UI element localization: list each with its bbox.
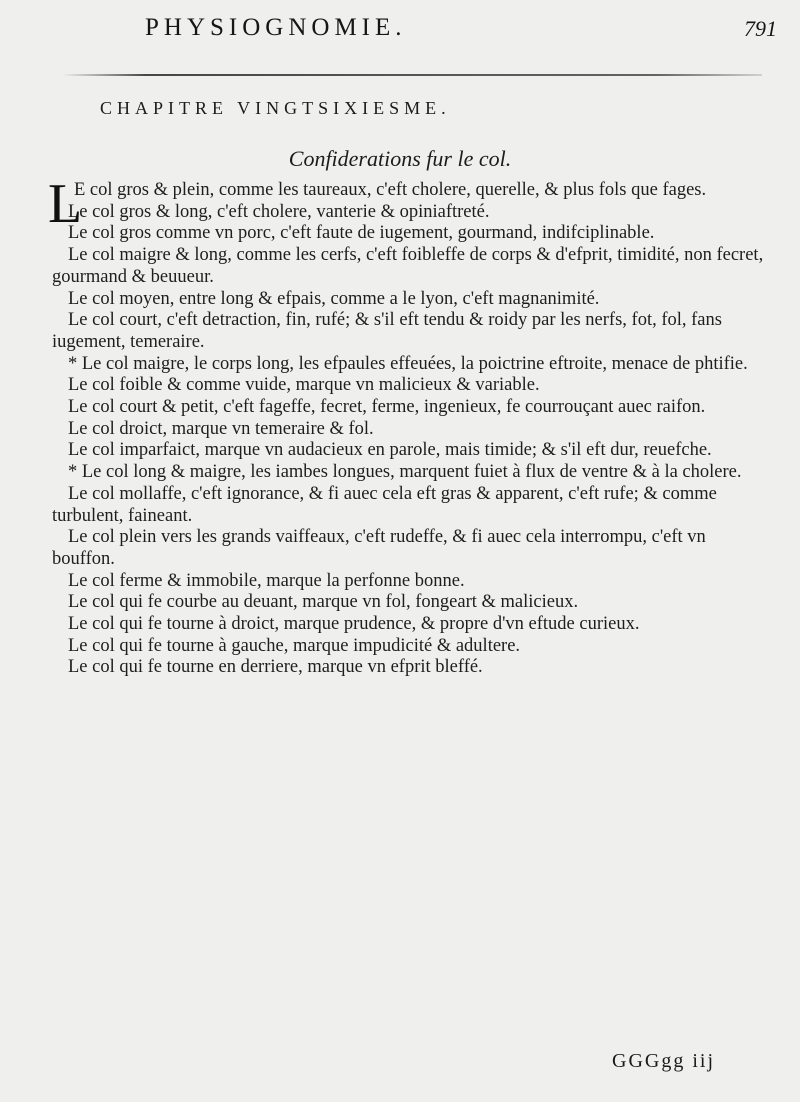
chapter-subtitle: Confiderations fur le col. bbox=[288, 146, 512, 171]
paragraph: * Le col maigre, le corps long, les efpaules effeuées, la poictrine eftroite, menace de phtifie. bbox=[68, 353, 748, 374]
running-head bbox=[0, 14, 800, 48]
body-text bbox=[48, 173, 768, 679]
paragraph: Le col court, c'eft detraction, fin, rufé; & s'il eft tendu & roidy par les nerfs, fot, fol, fans iugement, temeraire. bbox=[52, 310, 722, 352]
paragraph: Le col plein vers les grands vaiffeaux, c'eft rudeffe, & fi auec cela interrompu, c'eft vn bouffon. bbox=[52, 527, 706, 569]
paragraph: Le col qui fe courbe au deuant, marque vn fol, fongeart & malicieux. bbox=[68, 592, 579, 613]
paragraph: Le col foible & comme vuide, marque vn malicieux & variable. bbox=[68, 375, 540, 396]
paragraph: Le col maigre & long, comme les cerfs, c'eft foibleffe de corps & d'efprit, timidité, non fecret, gourmand & beuueur. bbox=[52, 245, 764, 287]
drop-cap: L bbox=[48, 173, 83, 235]
paragraph: Le col mollaffe, c'eft ignorance, & fi auec cela eft gras & apparent, c'eft rufe; & comme turbulent, faineant. bbox=[52, 483, 717, 526]
page-number: 791 bbox=[744, 16, 777, 41]
paragraph: Le col qui fe tourne à droict, marque prudence, & propre d'vn eftude curieux. bbox=[68, 614, 640, 635]
paragraph: Le col ferme & immobile, marque la perfonne bonne. bbox=[68, 570, 465, 591]
paragraph: Le col gros & long, c'eft cholere, vanterie & opiniaftreté. bbox=[68, 201, 490, 222]
paragraph: Le col imparfaict, marque vn audacieux en parole, mais timide; & s'il eft dur, reuefche. bbox=[68, 440, 712, 461]
paragraph: Le col qui fe tourne à gauche, marque impudicité & adultere. bbox=[68, 635, 521, 656]
paragraph: Le col gros comme vn porc, c'eft faute de iugement, gourmand, indifciplinable. bbox=[68, 223, 655, 244]
running-title: PHYSIOGNOMIE. bbox=[145, 14, 407, 41]
paragraph: * Le col long & maigre, les iambes longues, marquent fuiet à flux de ventre & à la cholere. bbox=[68, 462, 742, 483]
paragraph: Le col qui fe tourne en derriere, marque vn efprit bleffé. bbox=[68, 657, 483, 678]
paragraph: Le col court & petit, c'eft fageffe, fecret, ferme, ingenieux, fe courrouçant auec raifon. bbox=[68, 397, 706, 418]
paragraph: Le col droict, marque vn temeraire & fol. bbox=[68, 418, 374, 439]
paragraph-text: E col gros & plein, comme les taureaux, c'eft cholere, querelle, & plus fols que fages. bbox=[74, 180, 707, 200]
signature-mark: GGGgg iij bbox=[612, 1050, 715, 1072]
header-rule bbox=[62, 74, 762, 76]
chapter-heading: CHAPITRE VINGTSIXIESME. bbox=[100, 98, 451, 118]
paragraph: Le col moyen, entre long & efpais, comme a le lyon, c'eft magnanimité. bbox=[68, 288, 600, 309]
